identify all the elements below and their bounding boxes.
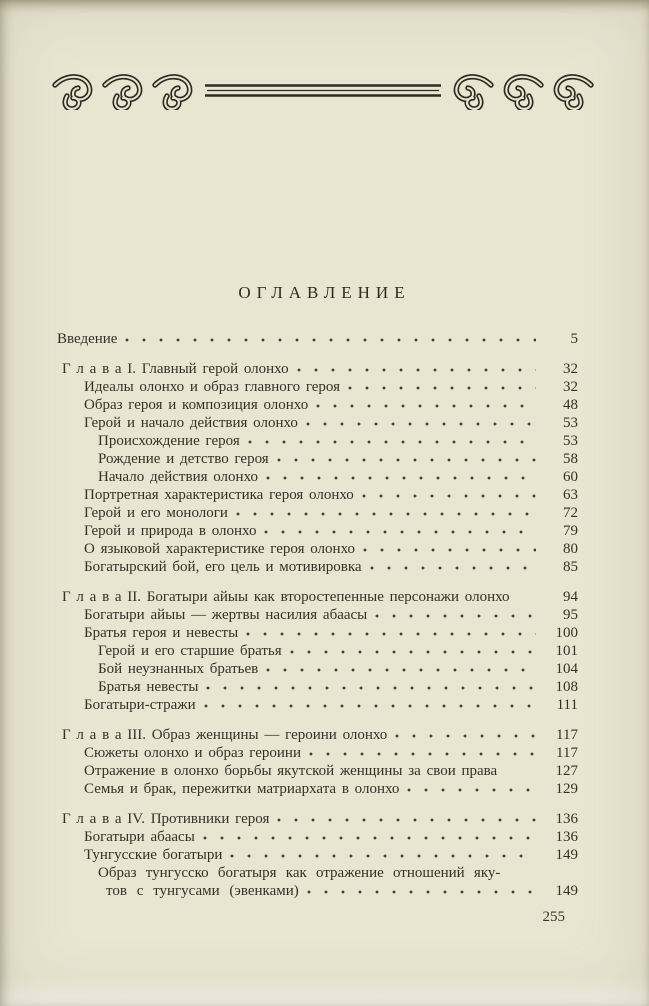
dot-leaders (395, 731, 536, 739)
toc-entry-row (57, 696, 578, 714)
dot-leaders (316, 401, 536, 409)
dot-leaders (125, 335, 536, 343)
toc-entry-row (57, 504, 578, 522)
toc-entry-label-continued: тов с тунгусами (эвенками) (106, 883, 299, 899)
toc-entry-label: Герой и его монологи (84, 505, 228, 521)
toc-entry-label: Начало действия олонхо (98, 469, 258, 485)
toc-entry-row (57, 468, 578, 486)
toc-entry-label: Богатырский бой, его цель и мотивировка (84, 559, 362, 575)
dot-leaders (297, 365, 536, 373)
toc-entry-label: Герой и начало действия олонхо (84, 415, 298, 431)
toc-entry-page: 63 (563, 487, 578, 503)
toc-entry-page: 101 (555, 643, 578, 659)
toc-entry-row (57, 522, 578, 540)
dot-leaders (306, 419, 536, 427)
toc-entry-row (57, 864, 578, 882)
toc-entry-label: Герой и природа в олонхо (84, 523, 257, 539)
toc-entry-page: 136 (555, 829, 578, 845)
toc-entry-label: Образ героя и композиция олонхо (84, 397, 309, 413)
toc-entry-row (57, 450, 578, 468)
toc-entry-row (57, 558, 578, 576)
toc-entry-row (57, 540, 578, 558)
toc-entry-label: Тунгусские богатыри (84, 847, 223, 863)
dot-leaders (248, 437, 536, 445)
toc-entry-row (57, 780, 578, 798)
dot-leaders (407, 785, 536, 793)
dot-leaders (203, 833, 536, 841)
toc-chapter-row (57, 810, 578, 828)
page-title: ОГЛАВЛЕНИЕ (238, 283, 411, 302)
toc-entry-label: Бой неузнанных братьев (98, 661, 259, 677)
toc-entry-page: 48 (563, 397, 578, 413)
toc-entry-row (57, 660, 578, 678)
toc-entry-page: 5 (570, 331, 578, 347)
dot-leaders (309, 749, 536, 757)
dot-leaders (363, 545, 536, 553)
toc-entry-page: 53 (563, 415, 578, 431)
toc-entry-row (57, 378, 578, 396)
toc-entry-row (57, 642, 578, 660)
toc-entry-page: 149 (555, 847, 578, 863)
toc-entry-page: 117 (556, 727, 578, 743)
dot-leaders (277, 455, 536, 463)
toc-entry-label: Г л а в а IV. Противники героя (62, 811, 270, 827)
toc-entry-label: Отражение в олонхо борьбы якутской женщины за свои права (84, 763, 498, 779)
toc-entry-row (57, 678, 578, 696)
dot-leaders (277, 815, 536, 823)
toc-entry-page: 32 (563, 379, 578, 395)
toc-entry-page: 129 (555, 781, 578, 797)
dot-leaders (266, 473, 536, 481)
toc-entry-page: 94 (563, 589, 578, 605)
toc-entry-row (57, 396, 578, 414)
toc-entry-label: Г л а в а I. Главный герой олонхо (62, 361, 289, 377)
toc-entry-row (57, 882, 578, 900)
dot-leaders (375, 611, 536, 619)
toc-entry-page: 60 (563, 469, 578, 485)
toc-entry-label: Введение (57, 331, 118, 347)
toc-entry-label: Герой и его старшие братья (98, 643, 282, 659)
toc-entry-page: 53 (563, 433, 578, 449)
dot-leaders (348, 383, 536, 391)
toc-entry-label: Семья и брак, пережитки матриархата в олонхо (84, 781, 400, 797)
scroll-flourish-rule-ornament (45, 72, 601, 110)
page-number: 255 (542, 909, 565, 925)
toc-entry-label: Портретная характеристика героя олонхо (84, 487, 354, 503)
toc-chapter-row (57, 726, 578, 744)
toc-entry-row (57, 606, 578, 624)
toc-entry-row (57, 828, 578, 846)
toc-entry-label: Образ тунгусско богатыря как отражение отношений яку- (98, 865, 501, 881)
dot-leaders (370, 563, 536, 571)
toc-entry-page: 100 (555, 625, 578, 641)
toc-entry-row (57, 762, 578, 780)
dot-leaders (204, 701, 536, 709)
dot-leaders (362, 491, 536, 499)
toc-entry-row (57, 846, 578, 864)
toc-entry-page: 79 (563, 523, 578, 539)
toc-entry-row (57, 486, 578, 504)
toc-entry-label: Богатыри абаасы (84, 829, 195, 845)
toc-entry-page: 127 (555, 763, 578, 779)
toc-entry-row (57, 330, 578, 348)
toc-entry-page: 80 (563, 541, 578, 557)
dot-leaders (206, 683, 536, 691)
toc-entry-page: 104 (555, 661, 578, 677)
toc-entry-label: Братья невесты (98, 679, 199, 695)
toc-entry-label: Богатыри-стражи (84, 697, 196, 713)
dot-leaders (264, 527, 536, 535)
toc-entry-page: 32 (563, 361, 578, 377)
dot-leaders (230, 851, 536, 859)
toc-entry-page: 117 (556, 745, 578, 761)
toc-chapter-row (57, 588, 578, 606)
toc-list (57, 330, 578, 900)
toc-entry-page: 85 (563, 559, 578, 575)
toc-chapter-row (57, 360, 578, 378)
toc-entry-page: 72 (563, 505, 578, 521)
toc-entry-row (57, 624, 578, 642)
toc-entry-page: 108 (555, 679, 578, 695)
toc-entry-label: Происхождение героя (98, 433, 240, 449)
dot-leaders (307, 887, 536, 895)
dot-leaders (290, 647, 536, 655)
toc-entry-page: 95 (563, 607, 578, 623)
toc-entry-row (57, 432, 578, 450)
dot-leaders (266, 665, 536, 673)
toc-entry-page: 58 (563, 451, 578, 467)
toc-entry-page: 149 (555, 883, 578, 899)
toc-entry-row (57, 414, 578, 432)
toc-entry-label: Идеалы олонхо и образ главного героя (84, 379, 341, 395)
toc-entry-label: О языковой характеристике героя олонхо (84, 541, 355, 557)
toc-entry-label: Братья героя и невесты (84, 625, 239, 641)
toc-entry-label: Г л а в а II. Богатыри айыы как второстепенные персонажи олонхо (62, 589, 510, 605)
toc-entry-label: Г л а в а III. Образ женщины — героини олонхо (62, 727, 388, 743)
dot-leaders (236, 509, 536, 517)
dot-leaders (246, 629, 536, 637)
toc-entry-row (57, 744, 578, 762)
toc-entry-page: 136 (555, 811, 578, 827)
toc-entry-page: 111 (556, 697, 578, 713)
toc-entry-label: Богатыри айыы — жертвы насилия абаасы (84, 607, 368, 623)
toc-entry-label: Рождение и детство героя (98, 451, 269, 467)
toc-entry-label: Сюжеты олонхо и образ героини (84, 745, 301, 761)
